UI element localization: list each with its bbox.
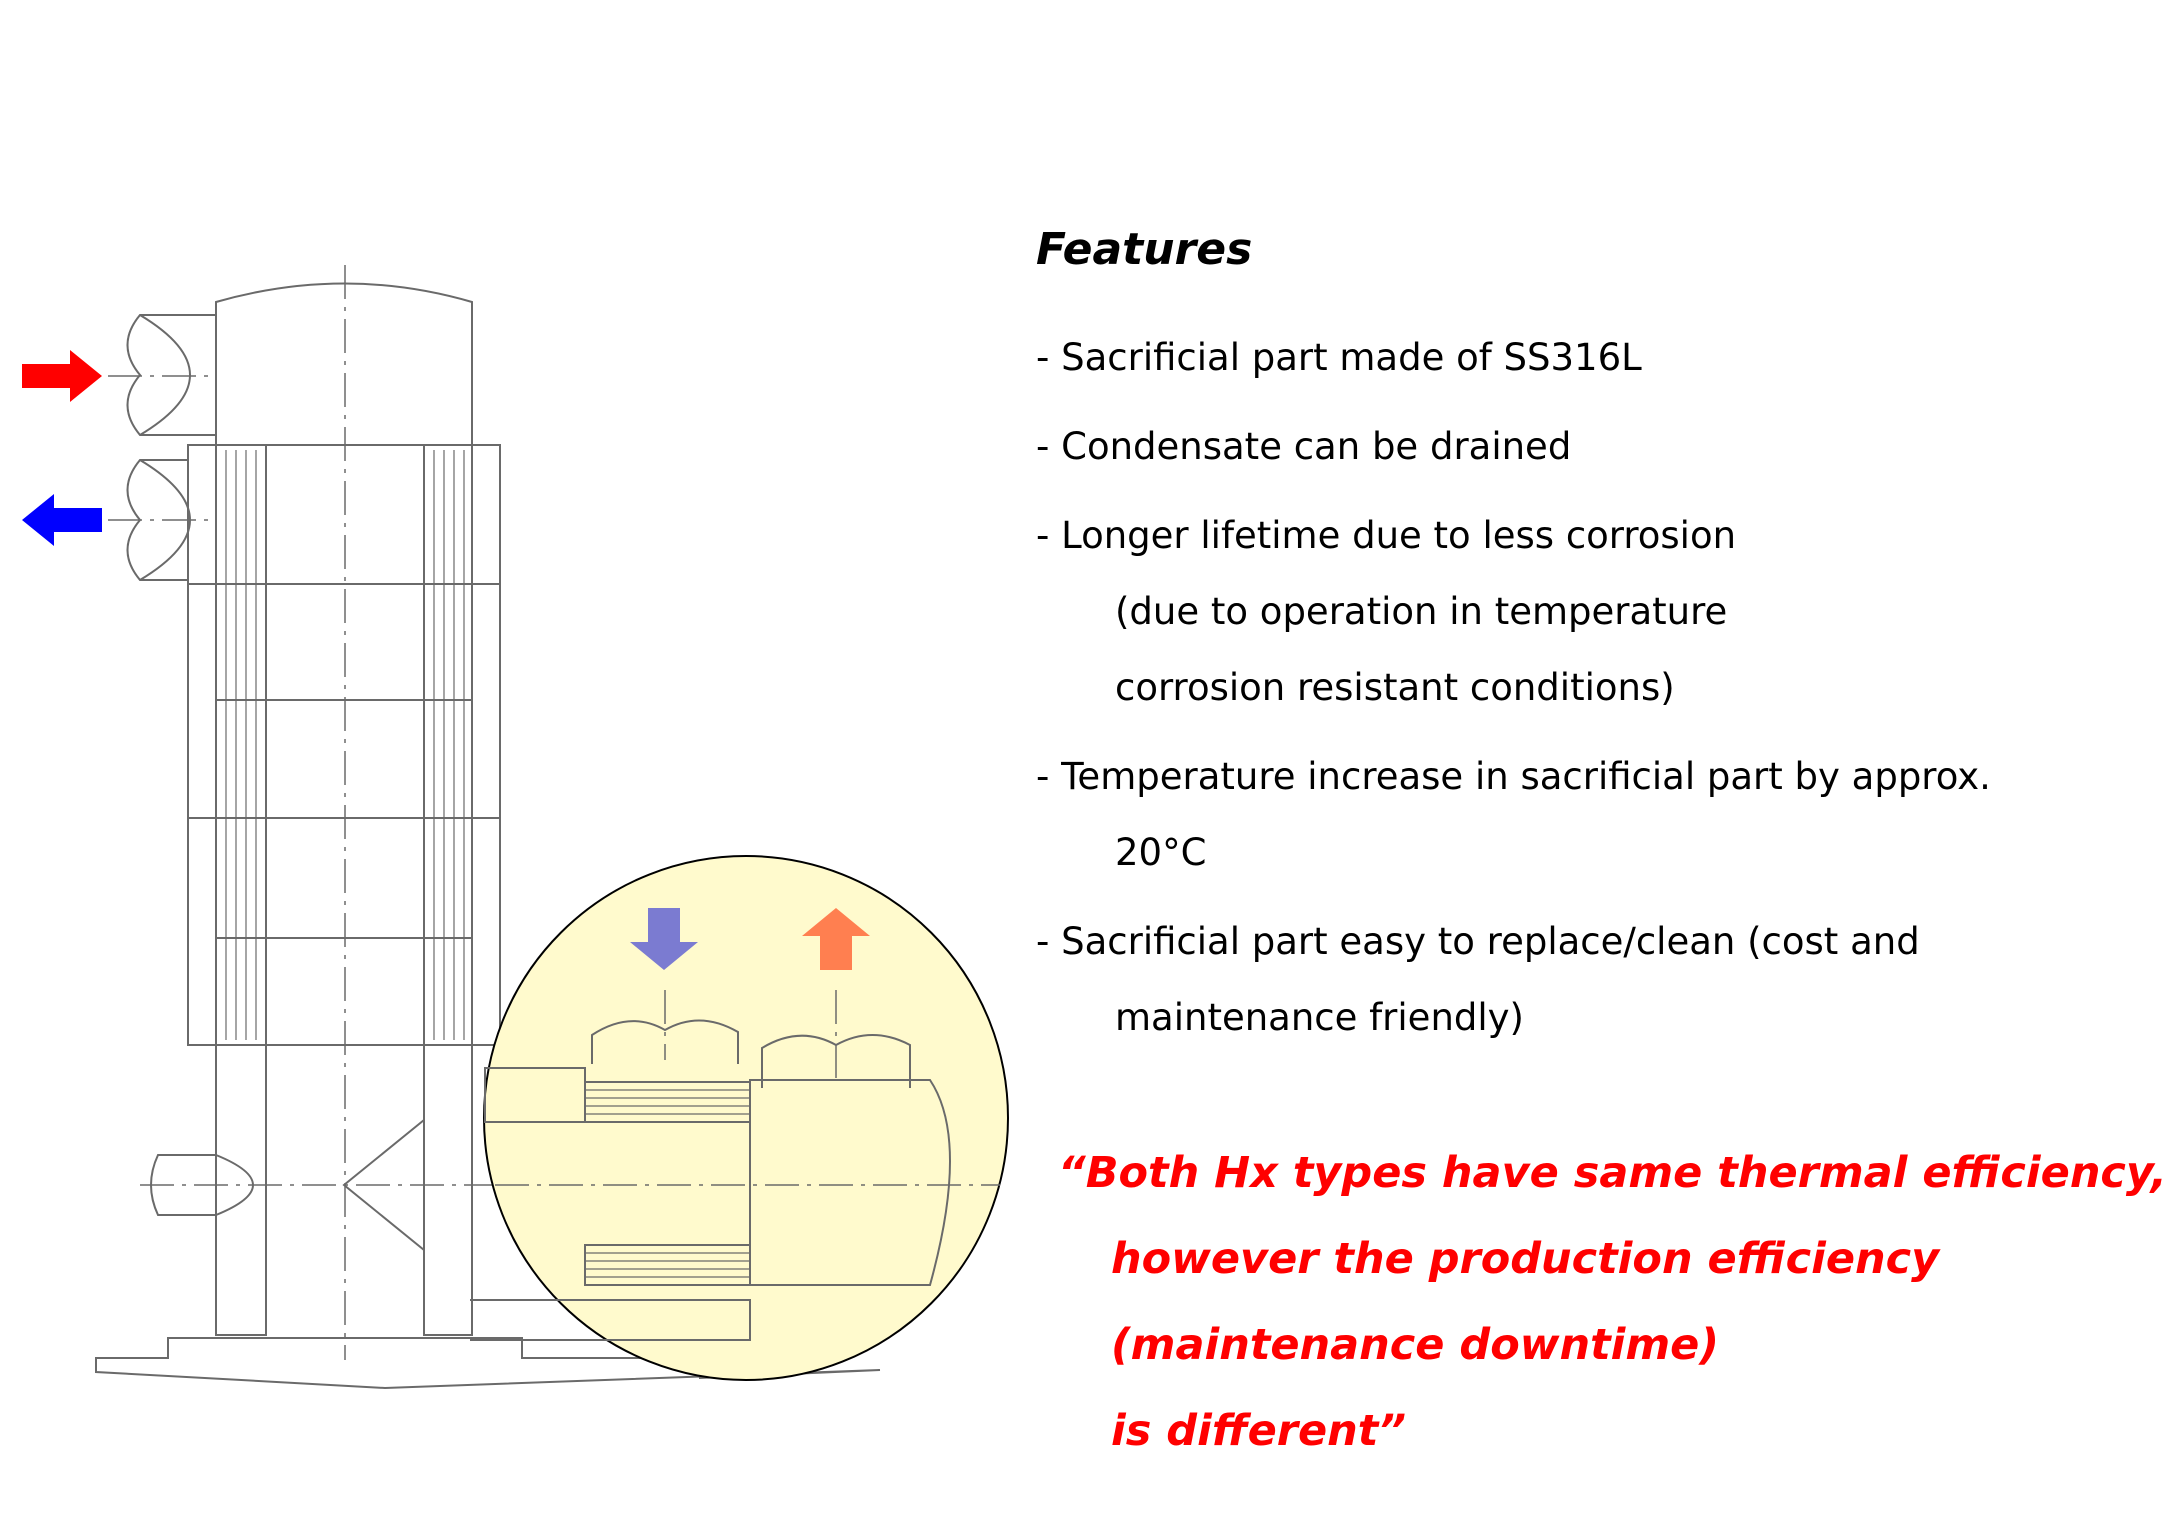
quote-line: (maintenance downtime) (1111, 1320, 1719, 1370)
feature-line: - Temperature increase in sacrificial part by approx. (1036, 755, 1991, 798)
feature-item (1036, 409, 2016, 485)
left-arrow-icon (22, 494, 102, 546)
feature-item (1036, 739, 2016, 891)
efficiency-quote (1058, 1130, 2167, 1474)
quote-line: however the production efficiency (1111, 1234, 1940, 1284)
quote-line: is different” (1111, 1406, 1407, 1456)
feature-line: - Condensate can be drained (1036, 425, 1572, 468)
feature-line: maintenance friendly) (1115, 996, 1524, 1039)
exchanger-shell (188, 445, 500, 1045)
detail-circle (484, 856, 1008, 1380)
features-title: Features (1036, 224, 1253, 275)
feature-line: - Longer lifetime due to less corrosion (1036, 514, 1737, 557)
features-panel (1036, 220, 2016, 1069)
feature-line: corrosion resistant conditions) (1115, 666, 1675, 709)
feature-line: - Sacrificial part made of SS316L (1036, 336, 1642, 379)
detail-magnifier (470, 856, 1008, 1380)
feature-item (1036, 320, 2016, 396)
quote-line: “Both Hx types have same thermal efficiency, (1058, 1148, 2167, 1198)
exchanger-head (216, 284, 472, 446)
feature-line: - Sacrificial part easy to replace/clean (cost and (1036, 920, 1920, 963)
heat-exchanger-drawing (0, 0, 1010, 1536)
right-arrow-icon (22, 350, 102, 402)
feature-item (1036, 498, 2016, 726)
feature-line: 20°C (1115, 831, 1207, 874)
feature-item (1036, 904, 2016, 1056)
feature-line: (due to operation in temperature (1115, 590, 1728, 633)
upper-nozzle (128, 315, 217, 435)
